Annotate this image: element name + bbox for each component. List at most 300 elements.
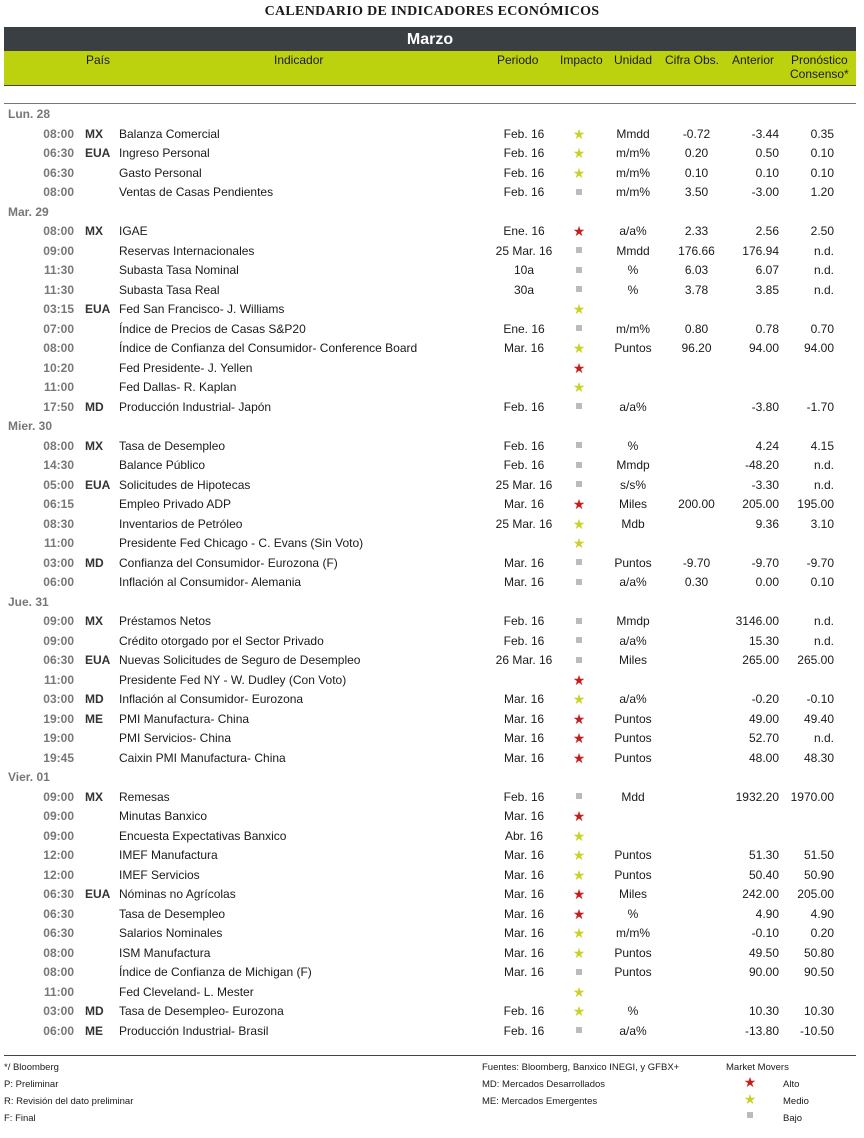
table-row <box>4 222 856 242</box>
time-cell: 11:00 <box>43 536 74 550</box>
table-row <box>4 281 856 301</box>
star-alto-icon: ★ <box>572 730 586 746</box>
indicator-cell: Tasa de Desempleo <box>119 906 226 921</box>
table-row <box>4 963 856 983</box>
forecast-cell: 0.20 <box>810 926 834 940</box>
period-cell: Ene. 16 <box>503 224 545 238</box>
indicator-cell: IMEF Manufactura <box>119 848 218 862</box>
star-alto-icon: ★ <box>572 671 586 688</box>
previous-cell: 2.56 <box>755 224 779 238</box>
previous-cell: 0.00 <box>755 575 779 589</box>
unit-cell: m/m% <box>616 146 650 160</box>
table-row <box>4 1002 856 1022</box>
star-medio-icon: ★ <box>572 301 586 317</box>
country-cell: MD <box>85 692 104 706</box>
unit-cell: m/m% <box>616 165 650 180</box>
previous-cell: -13.80 <box>744 1023 779 1038</box>
period-cell: Mar. 16 <box>503 731 545 745</box>
indicator-cell: Producción Industrial- Japón <box>119 399 272 414</box>
country-cell: MX <box>85 126 103 141</box>
forecast-cell: n.d. <box>813 477 834 492</box>
table-row <box>4 378 856 398</box>
time-cell: 17:50 <box>43 399 74 414</box>
previous-cell: 205.00 <box>742 497 779 511</box>
table-row <box>4 983 856 1003</box>
time-cell: 06:30 <box>43 906 74 921</box>
square-bajo-icon <box>569 632 589 652</box>
table-row <box>4 632 856 652</box>
forecast-cell: -0.10 <box>806 692 834 706</box>
time-cell: 11:30 <box>43 282 74 297</box>
previous-cell: 48.00 <box>748 750 779 765</box>
unit-cell: Mmdp <box>616 614 650 628</box>
time-cell: 11:00 <box>43 672 74 687</box>
period-cell: Feb. 16 <box>503 399 545 414</box>
md-note: MD: Mercados Desarrollados <box>482 1079 606 1090</box>
period-cell: Feb. 16 <box>503 614 545 628</box>
table-row <box>4 944 856 964</box>
forecast-cell: 51.50 <box>803 848 834 862</box>
country-cell: MX <box>85 789 103 804</box>
star-medio-icon: ★ <box>572 535 586 551</box>
unit-cell: Puntos <box>614 867 652 882</box>
star-alto-icon: ★ <box>572 808 586 824</box>
star-alto-icon: ★ <box>572 886 586 902</box>
forecast-cell: 1970.00 <box>790 789 834 804</box>
unit-cell: a/a% <box>619 575 647 589</box>
legend-medio: Medio <box>783 1096 809 1107</box>
observed-cell: 0.20 <box>684 146 709 160</box>
square-bajo-icon <box>569 281 589 301</box>
square-bajo-icon <box>569 242 589 262</box>
table-row <box>4 710 856 730</box>
indicator-cell: Ingreso Personal <box>119 146 210 160</box>
square-bajo-icon <box>569 612 589 632</box>
table-row <box>4 359 856 379</box>
unit-cell: a/a% <box>619 633 647 648</box>
note-preliminar: P: Preliminar <box>4 1079 59 1090</box>
previous-cell: -0.20 <box>751 692 779 706</box>
unit-cell: Puntos <box>614 711 652 726</box>
previous-cell: 49.50 <box>748 945 779 960</box>
period-cell: Abr. 16 <box>504 828 544 843</box>
footer-sources <box>482 1061 679 1108</box>
time-cell: 11:00 <box>43 380 74 394</box>
indicator-cell: ISM Manufactura <box>119 945 211 960</box>
observed-cell: 3.78 <box>684 282 709 297</box>
previous-cell: -3.00 <box>751 185 779 199</box>
table-row <box>4 924 856 944</box>
star-medio-icon: ★ <box>572 145 586 161</box>
period-cell: Mar. 16 <box>503 945 545 960</box>
unit-cell: Mdb <box>621 516 645 531</box>
forecast-cell: 50.90 <box>803 867 834 882</box>
time-cell: 08:00 <box>43 965 74 979</box>
previous-cell: 0.50 <box>755 146 779 160</box>
period-cell: Mar. 16 <box>503 926 545 940</box>
period-cell: 10a <box>513 263 535 277</box>
indicator-cell: Tasa de Desempleo- Eurozona <box>119 1004 284 1018</box>
table-row <box>4 183 856 203</box>
header-cifra-obs: Cifra Obs. <box>665 53 720 67</box>
period-cell: Mar. 16 <box>503 848 545 862</box>
time-cell: 06:00 <box>43 1023 74 1038</box>
previous-cell: 265.00 <box>742 653 779 667</box>
unit-cell: m/m% <box>616 321 650 336</box>
table-row <box>4 905 856 925</box>
previous-cell: 10.30 <box>748 1004 779 1018</box>
day-header: Mier. 30 <box>8 419 53 433</box>
unit-cell: Miles <box>618 653 647 667</box>
indicator-cell: Subasta Tasa Real <box>119 282 220 297</box>
previous-cell: 1932.20 <box>735 789 779 804</box>
time-cell: 19:45 <box>43 750 74 765</box>
indicator-cell: Balance Público <box>119 458 206 472</box>
time-cell: 05:00 <box>43 477 74 492</box>
square-bajo-icon <box>569 183 589 203</box>
indicator-cell: IGAE <box>119 224 148 238</box>
table-row <box>4 339 856 359</box>
square-bajo-icon <box>569 573 589 593</box>
indicator-cell: Reservas Internacionales <box>119 243 255 258</box>
indicator-cell: Fed San Francisco- J. Williams <box>119 302 285 316</box>
previous-cell: 242.00 <box>742 887 779 901</box>
table-row <box>4 866 856 886</box>
unit-cell: Puntos <box>614 341 652 355</box>
period-cell: Mar. 16 <box>503 906 545 921</box>
star-medio-icon: ★ <box>572 379 586 395</box>
unit-cell: m/m% <box>616 926 650 940</box>
previous-cell: 94.00 <box>748 341 779 355</box>
header-rule <box>4 85 856 86</box>
forecast-cell: -9.70 <box>806 555 834 570</box>
country-cell: MD <box>85 1004 104 1018</box>
time-cell: 06:30 <box>43 165 74 180</box>
star-medio-icon: ★ <box>572 164 586 181</box>
time-cell: 19:00 <box>43 711 74 726</box>
country-cell: MX <box>85 224 103 238</box>
period-cell: Feb. 16 <box>503 633 545 648</box>
unit-cell: a/a% <box>619 1023 647 1038</box>
period-cell: 25 Mar. 16 <box>495 243 553 258</box>
period-cell: Feb. 16 <box>503 438 545 453</box>
square-bajo-icon <box>569 437 589 457</box>
indicator-cell: IMEF Servicios <box>119 867 200 882</box>
unit-cell: a/a% <box>619 692 647 706</box>
previous-cell: 50.40 <box>748 867 779 882</box>
observed-cell: 0.80 <box>684 321 709 336</box>
previous-cell: 15.30 <box>748 633 779 648</box>
observed-cell: -0.72 <box>682 126 711 141</box>
square-bajo-icon <box>569 554 589 574</box>
country-cell: MD <box>85 399 104 414</box>
star-medio-icon: ★ <box>572 125 586 142</box>
indicator-cell: Índice de Confianza de Michigan (F) <box>119 965 312 979</box>
unit-cell: Mmdp <box>616 458 650 472</box>
time-cell: 12:00 <box>43 867 74 882</box>
indicator-cell: Inventarios de Petróleo <box>119 516 243 531</box>
table-row <box>4 515 856 535</box>
forecast-cell: -1.70 <box>806 399 834 414</box>
table-row <box>4 671 856 691</box>
forecast-cell: 1.20 <box>810 185 834 199</box>
period-cell: Mar. 16 <box>503 711 545 726</box>
indicator-cell: Salarios Nominales <box>119 926 223 940</box>
legend-title: Market Movers <box>726 1062 789 1073</box>
period-cell: Feb. 16 <box>503 789 545 804</box>
table-row <box>4 437 856 457</box>
day-header: Vier. 01 <box>8 770 50 784</box>
time-cell: 08:00 <box>43 341 74 355</box>
table-row <box>4 261 856 281</box>
table-row <box>4 456 856 476</box>
time-cell: 03:00 <box>43 1004 74 1018</box>
square-bajo-icon <box>569 261 589 281</box>
forecast-cell: 195.00 <box>797 497 834 511</box>
time-cell: 06:30 <box>43 887 74 901</box>
previous-cell: 49.00 <box>748 711 779 726</box>
indicator-cell: Minutas Banxico <box>119 809 208 823</box>
indicator-cell: Producción Industrial- Brasil <box>119 1023 269 1038</box>
time-cell: 06:00 <box>43 575 74 589</box>
indicator-cell: Nóminas no Agrícolas <box>119 887 236 901</box>
header-pronostico <box>790 53 849 81</box>
unit-cell: Puntos <box>614 945 652 960</box>
indicator-table <box>4 105 856 1041</box>
unit-cell: % <box>627 282 639 297</box>
period-cell: Feb. 16 <box>503 458 545 472</box>
period-cell: Mar. 16 <box>503 575 545 589</box>
unit-cell: Puntos <box>614 965 652 979</box>
time-cell: 08:00 <box>43 185 74 199</box>
time-cell: 10:20 <box>43 360 74 375</box>
indicator-cell: Fed Cleveland- L. Mester <box>119 984 254 999</box>
star-medio-icon: ★ <box>572 925 586 941</box>
table-row <box>4 320 856 340</box>
time-cell: 09:00 <box>43 809 74 823</box>
period-cell: Mar. 16 <box>503 692 545 706</box>
time-cell: 06:30 <box>43 146 74 160</box>
header-impacto: Impacto <box>560 53 603 67</box>
time-cell: 14:30 <box>43 458 74 472</box>
previous-cell: -3.80 <box>751 399 779 414</box>
forecast-cell: 94.00 <box>803 341 834 355</box>
country-cell: EUA <box>85 146 111 160</box>
header-pais: País <box>86 53 111 67</box>
observed-cell: -9.70 <box>682 555 711 570</box>
indicator-cell: Índice de Precios de Casas S&P20 <box>119 321 306 336</box>
table-row <box>4 300 856 320</box>
table-row <box>4 827 856 847</box>
header-rule-secondary <box>4 103 856 104</box>
star-medio-icon: ★ <box>572 847 586 863</box>
table-row <box>4 749 856 769</box>
square-bajo-icon <box>569 398 589 418</box>
forecast-cell: 90.50 <box>803 965 834 979</box>
indicator-cell: PMI Manufactura- China <box>119 711 250 726</box>
table-row <box>4 846 856 866</box>
time-cell: 03:00 <box>43 692 74 706</box>
country-cell: EUA <box>85 477 111 492</box>
star-alto-icon: ★ <box>572 710 586 727</box>
table-row <box>4 242 856 262</box>
time-cell: 09:00 <box>43 828 74 843</box>
observed-cell: 200.00 <box>678 497 715 511</box>
time-cell: 09:00 <box>43 633 74 648</box>
indicator-cell: Presidente Fed NY - W. Dudley (Con Voto) <box>119 672 347 687</box>
unit-cell: Mmdd <box>616 243 650 258</box>
period-cell: Feb. 16 <box>503 126 545 141</box>
unit-cell: a/a% <box>619 399 647 414</box>
period-cell: Mar. 16 <box>503 965 545 979</box>
table-row <box>4 144 856 164</box>
period-cell: Mar. 16 <box>503 867 545 882</box>
period-cell: 25 Mar. 16 <box>495 516 553 531</box>
unit-cell: % <box>627 906 639 921</box>
star-alto-icon: ★ <box>572 496 586 512</box>
indicator-cell: Préstamos Netos <box>119 614 212 628</box>
table-row <box>4 573 856 593</box>
previous-cell: 52.70 <box>748 731 779 745</box>
observed-cell: 96.20 <box>681 341 712 355</box>
country-cell: MX <box>85 438 103 453</box>
period-cell: Feb. 16 <box>503 146 545 160</box>
previous-cell: 90.00 <box>748 965 779 979</box>
forecast-cell: 265.00 <box>797 653 834 667</box>
table-row <box>4 729 856 749</box>
previous-cell: -9.70 <box>751 555 779 570</box>
time-cell: 19:00 <box>43 731 74 745</box>
time-cell: 08:00 <box>43 438 74 453</box>
indicator-cell: Ventas de Casas Pendientes <box>119 185 274 199</box>
table-row <box>4 1022 856 1042</box>
unit-cell: Puntos <box>614 750 652 765</box>
time-cell: 08:00 <box>43 224 74 238</box>
previous-cell: 3146.00 <box>735 614 779 628</box>
star-medio-icon: ★ <box>572 340 586 356</box>
forecast-cell: 205.00 <box>797 887 834 901</box>
unit-cell: Mmdd <box>616 126 650 141</box>
time-cell: 07:00 <box>43 321 74 336</box>
star-medio-icon: ★ <box>572 827 586 844</box>
time-cell: 08:00 <box>43 945 74 960</box>
unit-cell: Mdd <box>621 789 645 804</box>
square-bajo-icon <box>743 1107 757 1125</box>
indicator-cell: Gasto Personal <box>119 165 202 180</box>
country-cell: MD <box>85 555 104 570</box>
column-header-bar <box>4 51 856 85</box>
table-row <box>4 612 856 632</box>
forecast-cell: 48.30 <box>803 750 834 765</box>
indicator-cell: Empleo Privado ADP <box>119 497 232 511</box>
table-row <box>4 398 856 418</box>
square-bajo-icon <box>569 963 589 983</box>
star-medio-icon: ★ <box>572 1003 586 1019</box>
period-cell: Mar. 16 <box>503 887 545 901</box>
country-cell: MX <box>85 614 103 628</box>
indicator-cell: Balanza Comercial <box>119 126 220 141</box>
header-unidad: Unidad <box>614 53 653 67</box>
table-row <box>4 807 856 827</box>
time-cell: 09:00 <box>43 243 74 258</box>
square-bajo-icon <box>569 320 589 340</box>
me-note: ME: Mercados Emergentes <box>482 1096 598 1107</box>
table-row <box>4 495 856 515</box>
table-row <box>4 476 856 496</box>
header-pronostico-line2: Consenso* <box>790 67 849 81</box>
time-cell: 06:30 <box>43 926 74 940</box>
indicator-cell: Nuevas Solicitudes de Seguro de Desempleo <box>119 653 361 667</box>
country-cell: ME <box>85 1023 103 1038</box>
period-cell: Mar. 16 <box>503 809 545 823</box>
forecast-cell: 0.10 <box>810 146 834 160</box>
forecast-cell: n.d. <box>813 458 834 472</box>
previous-cell: 4.24 <box>755 438 779 453</box>
star-medio-icon: ★ <box>572 866 586 883</box>
indicator-cell: Fed Presidente- J. Yellen <box>119 360 253 375</box>
period-cell: 26 Mar. 16 <box>495 653 553 667</box>
forecast-cell: -10.50 <box>799 1023 834 1038</box>
footer-notes <box>4 1061 133 1125</box>
previous-cell: 0.10 <box>755 165 779 180</box>
unit-cell: Puntos <box>614 731 652 745</box>
indicator-cell: Caixin PMI Manufactura- China <box>119 750 286 765</box>
previous-cell: 3.85 <box>755 282 779 297</box>
star-medio-icon: ★ <box>743 1091 757 1107</box>
time-cell: 09:00 <box>43 614 74 628</box>
table-row <box>4 651 856 671</box>
time-cell: 09:00 <box>43 789 74 804</box>
forecast-cell: n.d. <box>813 243 834 258</box>
indicator-cell: Crédito otorgado por el Sector Privado <box>119 633 324 648</box>
time-cell: 08:30 <box>43 516 74 531</box>
indicator-cell: Tasa de Desempleo <box>119 438 226 453</box>
period-cell: 30a <box>513 282 535 297</box>
country-cell: EUA <box>85 302 111 316</box>
time-cell: 11:00 <box>43 984 74 999</box>
forecast-cell: 0.70 <box>810 321 834 336</box>
star-medio-icon: ★ <box>572 944 586 961</box>
country-cell: EUA <box>85 653 111 667</box>
observed-cell: 0.10 <box>684 165 709 180</box>
square-bajo-icon <box>569 1022 589 1042</box>
indicator-cell: Presidente Fed Chicago - C. Evans (Sin Voto) <box>119 536 364 550</box>
forecast-cell: 10.30 <box>803 1004 834 1018</box>
previous-cell: 51.30 <box>748 848 779 862</box>
indicator-cell: Solicitudes de Hipotecas <box>119 477 251 492</box>
table-row <box>4 125 856 145</box>
observed-cell: 176.66 <box>678 243 715 258</box>
square-bajo-icon <box>569 456 589 476</box>
indicator-cell: PMI Servicios- China <box>119 731 232 745</box>
header-indicador: Indicador <box>274 53 324 67</box>
period-cell: Mar. 16 <box>503 497 545 511</box>
square-bajo-icon <box>569 651 589 671</box>
unit-cell: Puntos <box>614 848 652 862</box>
table-row <box>4 554 856 574</box>
time-cell: 03:15 <box>43 302 74 316</box>
header-pronostico-line1: Pronóstico <box>791 53 848 67</box>
star-alto-icon: ★ <box>572 223 586 239</box>
time-cell: 06:30 <box>43 653 74 667</box>
previous-cell: 176.94 <box>742 243 779 258</box>
forecast-cell: 49.40 <box>803 711 834 726</box>
forecast-cell: 3.10 <box>810 516 834 531</box>
previous-cell: 0.78 <box>755 321 779 336</box>
unit-cell: Puntos <box>614 555 652 570</box>
note-final: F: Final <box>4 1113 36 1124</box>
month-banner: Marzo <box>4 27 856 51</box>
